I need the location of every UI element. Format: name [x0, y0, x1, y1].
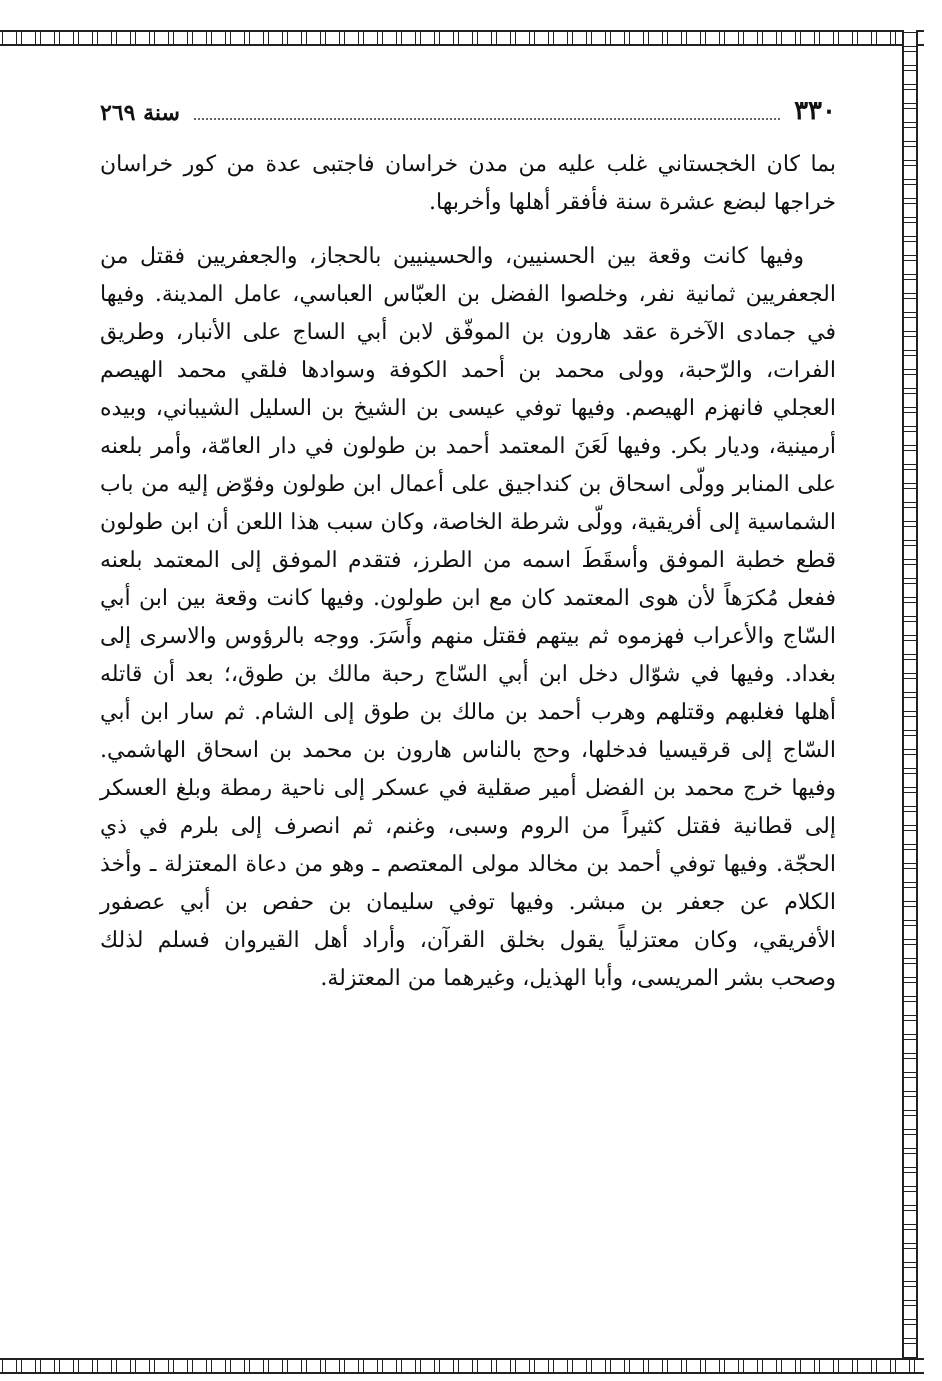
running-head-year: سنة ٢٦٩ — [100, 100, 180, 126]
paragraph-main: وفيها كانت وقعة بين الحسنيين، والحسينيين بالحجاز، والجعفريين فقتل من الجعفريين ثمانية نفر، وخلصوا الفضل بن العبّاس العباسي، عامل المدينة. وفيها في جمادى الآخرة عقد هارون بن الموفّق لابن أبي الساج على الأنبار، وطريق الفرات، والرّحبة، وولى محمد بن أحمد الكوفة وسوادها فلقي محمد الهيصم العجلي فانهزم الهيصم. وفيها توفي عيسى بن الشيخ بن السليل الشيباني، وبيده أرمينية، وديار بكر. وفيها لَعَنَ المعتمد أحمد بن طولون في دار العامّة، وأمر بلعنه على المنابر وولّى اسحاق بن كنداجيق على أعمال ابن طولون وفوّض إليه من باب الشماسية إلى أفريقية، وولّى شرطة الخاصة، وكان سبب هذا اللعن أن ابن طولون قطع خطبة الموفق وأسقَطَ اسمه من الطرز، فتقدم الموفق إلى المعتمد بلعنه ففعل مُكرَهاً لأن هوى المعتمد كان مع ابن طولون. وفيها كانت وقعة بين ابن أبي السّاج والأعراب فهزموه ثم بيتهم فقتل منهم وأَسَرَ. ووجه بالرؤوس والاسرى إلى بغداد. وفيها في شوّال دخل ابن أبي السّاج رحبة مالك بن طوق،؛ بعد أن قاتله أهلها فغلبهم وقتلهم وهرب أحمد بن مالك بن طوق إلى الشام. ثم سار ابن أبي السّاج إلى قرقيسيا فدخلها، وحج بالناس هارون بن محمد بن اسحاق الهاشمي. وفيها خرج محمد بن الفضل أمير صقلية في عسكر إلى ناحية رمطة وبلغ العسكر إلى قطانية فقتل كثيراً من الروم وسبى، وغنم، ثم انصرف إلى بلرم في ذي الحجّة. وفيها توفي أحمد بن مخالد مولى المعتصم ـ وهو من دعاة المعتزلة ـ وأخذ الكلام عن جعفر بن مبشر. وفيها توفي سليمان بن حفص بن أبي عصفور الأفريقي، وكان معتزلياً يقول بخلق القرآن، وأراد أهل القيروان فسلم لذلك وصحب بشر المريسى، وأبا الهذيل، وغيرهما من المعتزلة. — [100, 244, 836, 991]
page-header — [100, 92, 836, 126]
decorative-border-right — [902, 30, 918, 1374]
page-number: ٣٣٠ — [794, 96, 836, 126]
header-dotted-rule — [194, 118, 780, 120]
decorative-border-top — [0, 30, 924, 46]
paragraph-continuation: بما كان الخجستاني غلب عليه من مدن خراسان فاجتبى عدة من كور خراسان خراجها لبضع عشرة سنة فأفقر أهلها وأخربها. — [100, 152, 836, 215]
page-body — [100, 146, 836, 998]
decorative-border-bottom — [0, 1358, 924, 1374]
